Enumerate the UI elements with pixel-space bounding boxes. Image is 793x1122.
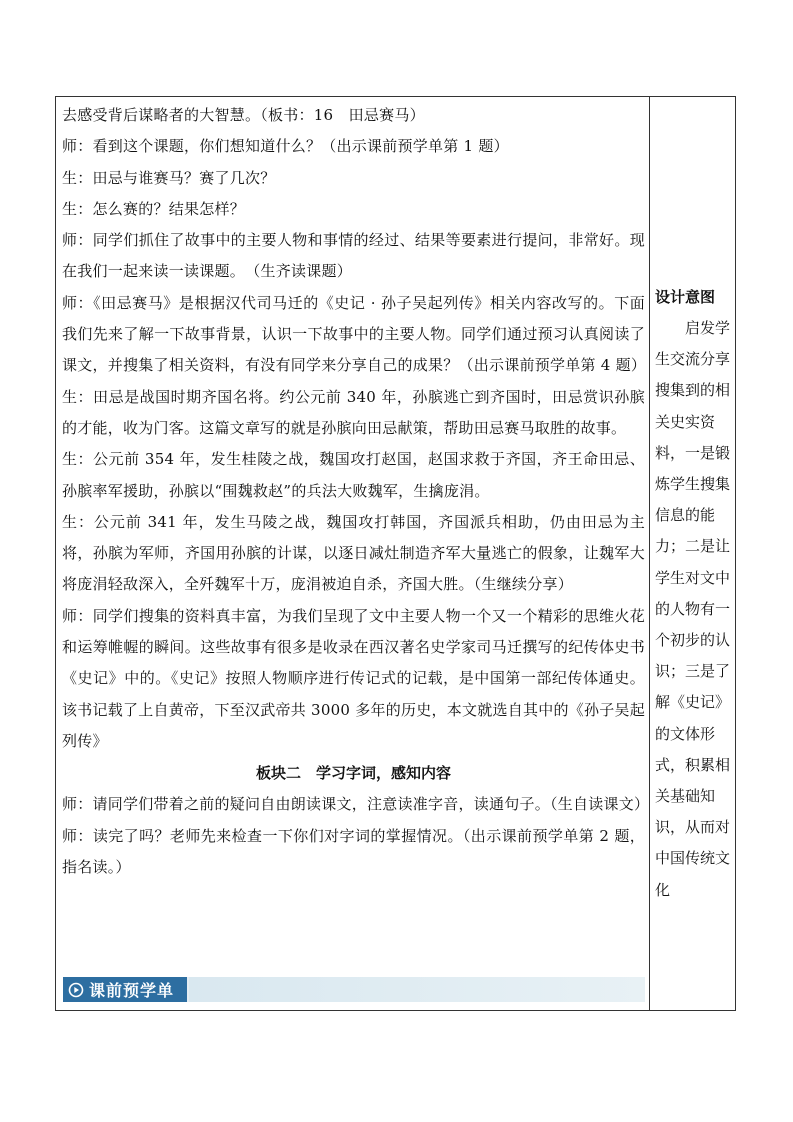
paragraph: 生：田忌是战国时期齐国名将。约公元前 340 年，孙膑逃亡到齐国时，田忌赏识孙膑的才能，收为门客。这篇文章写的就是孙膑向田忌献策，帮助田忌赛马取胜的故事。 bbox=[62, 387, 645, 437]
side-text: 启发学生交流分享搜集到的相关史实资料，一是锻炼学生搜集信息的能力；二是让学生对文中的人物有一个初步的认识；三是了解《史记》的文体形式，积累相关基础知识，从而对中国传统文化 bbox=[655, 319, 731, 899]
paragraph: 师：《田忌赛马》是根据汉代司马迁的《史记 · 孙子吴起列传》相关内容改写的。下面我们先来了解一下故事背景，认识一下故事中的主要人物。同学们通过预习认真阅读了课文，并搜集了相关资料，有没有同学来分享自己的成果？（出示课前预学单第 4 题） bbox=[62, 293, 647, 375]
play-circle-icon bbox=[68, 982, 84, 998]
paragraph: 师：同学们搜集的资料真丰富，为我们呈现了文中主要人物一个又一个精彩的思维火花和运筹帷幄的瞬间。这些故事有很多是收录在西汉著名史学家司马迁撰写的纪传体史书《史记》中的。《史记》按照人物顺序进行传记式的记载，是中国第一部纪传体通史。该书记载了上自黄帝，下至汉武帝共 3000 多年的历史，本文就选自其中的《孙子吴起列传》 bbox=[62, 606, 645, 750]
paragraph: 生：田忌与谁赛马？赛了几次？ bbox=[62, 168, 276, 187]
paragraph: 师：同学们抓住了故事中的主要人物和事情的经过、结果等要素进行提问，非常好。现在我们一起来读一读课题。 （生齐读课题） bbox=[62, 231, 645, 281]
paragraph: 师：请同学们带着之前的疑问自由朗读课文，注意读准字音，读通句子。（生自读课文） bbox=[62, 795, 650, 814]
paragraph: 师：读完了吗？老师先来检查一下你们对字词的掌握情况。（出示课前预学单第 2 题，指名读。） bbox=[62, 826, 645, 876]
side-title: 设计意图 bbox=[655, 288, 716, 306]
banner-label: 课前预学单 bbox=[89, 981, 175, 1000]
paragraph: 生：公元前 354 年，发生桂陵之战，魏国攻打赵国，赵国求救于齐国，齐王命田忌、孙膑率军援助，孙膑以“围魏救赵”的兵法大败魏军，生擒庞涓。 bbox=[62, 450, 645, 500]
paragraph: 去感受背后谋略者的大智慧。（板书：16 田忌赛马） bbox=[62, 106, 425, 124]
paragraph: 生：怎么赛的？结果怎样？ bbox=[62, 199, 246, 218]
design-intent-column bbox=[655, 282, 733, 906]
paragraph: 生：公元前 341 年，发生马陵之战，魏国攻打韩国，齐国派兵相助，仍由田忌为主将，孙膑为军师，齐国用孙膑的计谋，以逐日减灶制造齐军大量逃亡的假象，让魏军大将庞涓轻敌深入，全歼魏军十万，庞涓被迫自杀，齐国大胜。（生继续分享） bbox=[62, 512, 645, 594]
preview-sheet-banner bbox=[63, 977, 645, 1002]
paragraph: 师：看到这个课题，你们想知道什么？（出示课前预学单第 1 题） bbox=[62, 137, 509, 156]
section-heading: 板块二 学习字词，感知内容 bbox=[255, 764, 451, 783]
main-column bbox=[62, 100, 650, 883]
banner-tab bbox=[63, 977, 189, 1002]
column-divider bbox=[649, 96, 650, 1011]
